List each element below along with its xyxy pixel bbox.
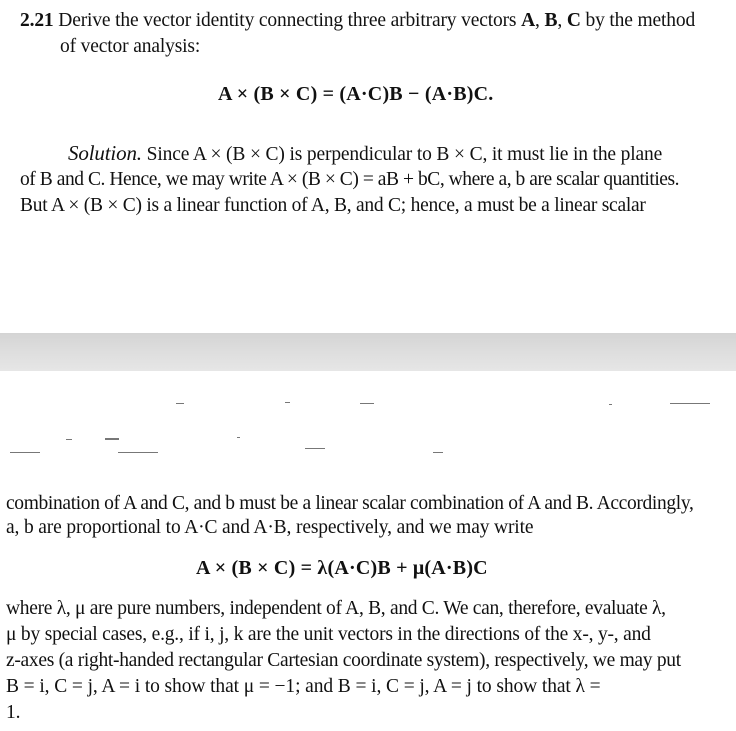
continuation-line-7-text: 1. [6, 702, 21, 723]
solution-line-3 [20, 194, 646, 218]
scan-speck [285, 402, 290, 403]
solution-line-2 [20, 168, 679, 192]
problem-line-2 [60, 35, 200, 59]
scan-speck [305, 448, 325, 449]
continuation-line-5-text: z-axes (a right-handed rectangular Cartesian coordinate system), respectively, we may put [6, 650, 681, 671]
vector-c: C [566, 10, 581, 31]
lambda-mu-equation [196, 556, 488, 580]
continuation-line-2-text: a, b are proportional to A·C and A·B, respectively, and we may write [6, 517, 534, 538]
continuation-line-1 [6, 492, 694, 516]
page-break-band [0, 333, 736, 371]
scan-speck [176, 403, 184, 404]
vector-a: A [521, 10, 536, 31]
continuation-line-4 [6, 623, 651, 647]
scan-speck [118, 452, 158, 453]
problem-text-tail: by the method [585, 10, 696, 31]
vector-identity-equation [218, 82, 493, 106]
solution-label: Solution. [68, 141, 142, 165]
continuation-line-1-text: combination of A and C, and b must be a linear scalar combination of A and B. Accordingly, [6, 493, 694, 514]
solution-line-2-text: of B and C. Hence, we may write A × (B × C) = aB + bC, where a, b are scalar quantities. [20, 169, 680, 190]
problem-text: Derive the vector identity connecting three arbitrary vectors [58, 10, 517, 31]
scan-speck [609, 404, 612, 405]
continuation-line-6 [6, 675, 601, 699]
continuation-line-2 [6, 516, 533, 540]
scan-speck [360, 403, 374, 404]
continuation-line-6-text: B = i, C = j, A = i to show that μ = −1; and B = i, C = j, A = j to show that λ = [6, 676, 601, 697]
problem-line-2-text: of vector analysis: [60, 36, 201, 57]
lambda-mu-equation-text: A × (B × C) = λ(A·C)B + μ(A·B)C [196, 557, 488, 579]
scan-speck [670, 403, 710, 404]
continuation-line-5 [6, 649, 681, 673]
scan-speck [66, 439, 72, 440]
scan-speck [105, 438, 119, 440]
scan-speck [433, 452, 443, 453]
solution-line-1-text: Since A × (B × C) is perpendicular to B × C, it must lie in the plane [146, 144, 663, 165]
scan-speck [237, 437, 240, 438]
continuation-line-3 [6, 597, 666, 621]
identity-text: A × (B × C) = (A·C)B − (A·B)C. [218, 83, 494, 105]
scan-speck [10, 452, 40, 453]
problem-line-1: 2.21 Derive the vector identity connecting three arbitrary vectors A, B, C by the method [20, 10, 696, 31]
continuation-line-3-text: where λ, μ are pure numbers, independent of A, B, and C. We can, therefore, evaluate λ, [6, 598, 666, 619]
problem-number: 2.21 [20, 10, 54, 31]
continuation-line-4-text: μ by special cases, e.g., if i, j, k are the unit vectors in the directions of the x-, y-, and [6, 624, 651, 645]
vector-b: B [544, 10, 558, 31]
solution-line-1 [68, 141, 662, 167]
solution-line-3-text: But A × (B × C) is a linear function of A, B, and C; hence, a must be a linear scalar [20, 195, 646, 216]
continuation-line-7 [6, 701, 20, 725]
